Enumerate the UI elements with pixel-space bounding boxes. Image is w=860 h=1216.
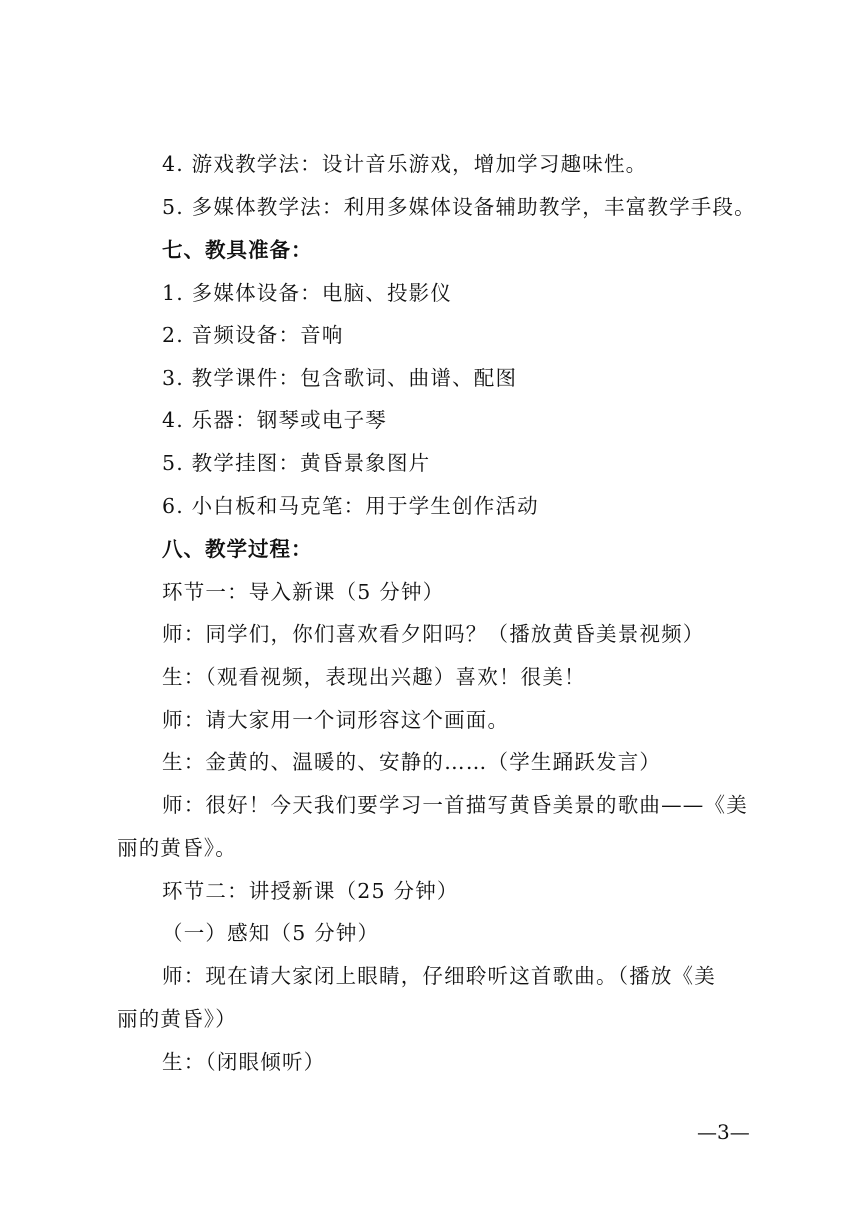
page-number: —3— bbox=[697, 1120, 750, 1144]
stage-one-title: 环节一：导入新课（5 分钟） bbox=[162, 580, 445, 604]
dialogue-line: 师：现在请大家闭上眼睛，仔细聆听这首歌曲。（播放《美 bbox=[162, 964, 716, 988]
dialogue-line: 师：同学们，你们喜欢看夕阳吗？（播放黄昏美景视频） bbox=[162, 622, 705, 646]
dialogue-line-continuation: 丽的黄昏》） bbox=[117, 1007, 237, 1031]
dialogue-line: 师：很好！今天我们要学习一首描写黄昏美景的歌曲——《美 bbox=[162, 793, 748, 817]
section-heading-teaching-process: 八、教学过程： bbox=[162, 537, 313, 561]
dialogue-line: 生：（观看视频，表现出兴趣）喜欢！很美！ bbox=[162, 665, 586, 689]
dialogue-line: 生：（闭眼倾听） bbox=[162, 1050, 326, 1074]
aid-item-6: 6. 小白板和马克笔：用于学生创作活动 bbox=[162, 494, 539, 518]
subsection-perception: （一）感知（5 分钟） bbox=[162, 921, 380, 945]
aid-item-1: 1. 多媒体设备：电脑、投影仪 bbox=[162, 281, 453, 305]
method-item-5: 5. 多媒体教学法：利用多媒体设备辅助教学，丰富教学手段。 bbox=[162, 195, 756, 219]
aid-item-4: 4. 乐器：钢琴或电子琴 bbox=[162, 408, 387, 432]
section-heading-teaching-aids: 七、教具准备： bbox=[162, 238, 313, 262]
method-item-4: 4. 游戏教学法：设计音乐游戏，增加学习趣味性。 bbox=[162, 152, 648, 176]
dialogue-line-continuation: 丽的黄昏》。 bbox=[117, 836, 237, 860]
aid-item-5: 5. 教学挂图：黄昏景象图片 bbox=[162, 451, 431, 475]
aid-item-3: 3. 教学课件：包含歌词、曲谱、配图 bbox=[162, 366, 518, 390]
dialogue-line: 师：请大家用一个词形容这个画面。 bbox=[162, 708, 510, 732]
stage-two-title: 环节二：讲授新课（25 分钟） bbox=[162, 879, 459, 903]
dialogue-line: 生：金黄的、温暖的、安静的……（学生踊跃发言） bbox=[162, 750, 662, 774]
aid-item-2: 2. 音频设备：音响 bbox=[162, 323, 344, 347]
